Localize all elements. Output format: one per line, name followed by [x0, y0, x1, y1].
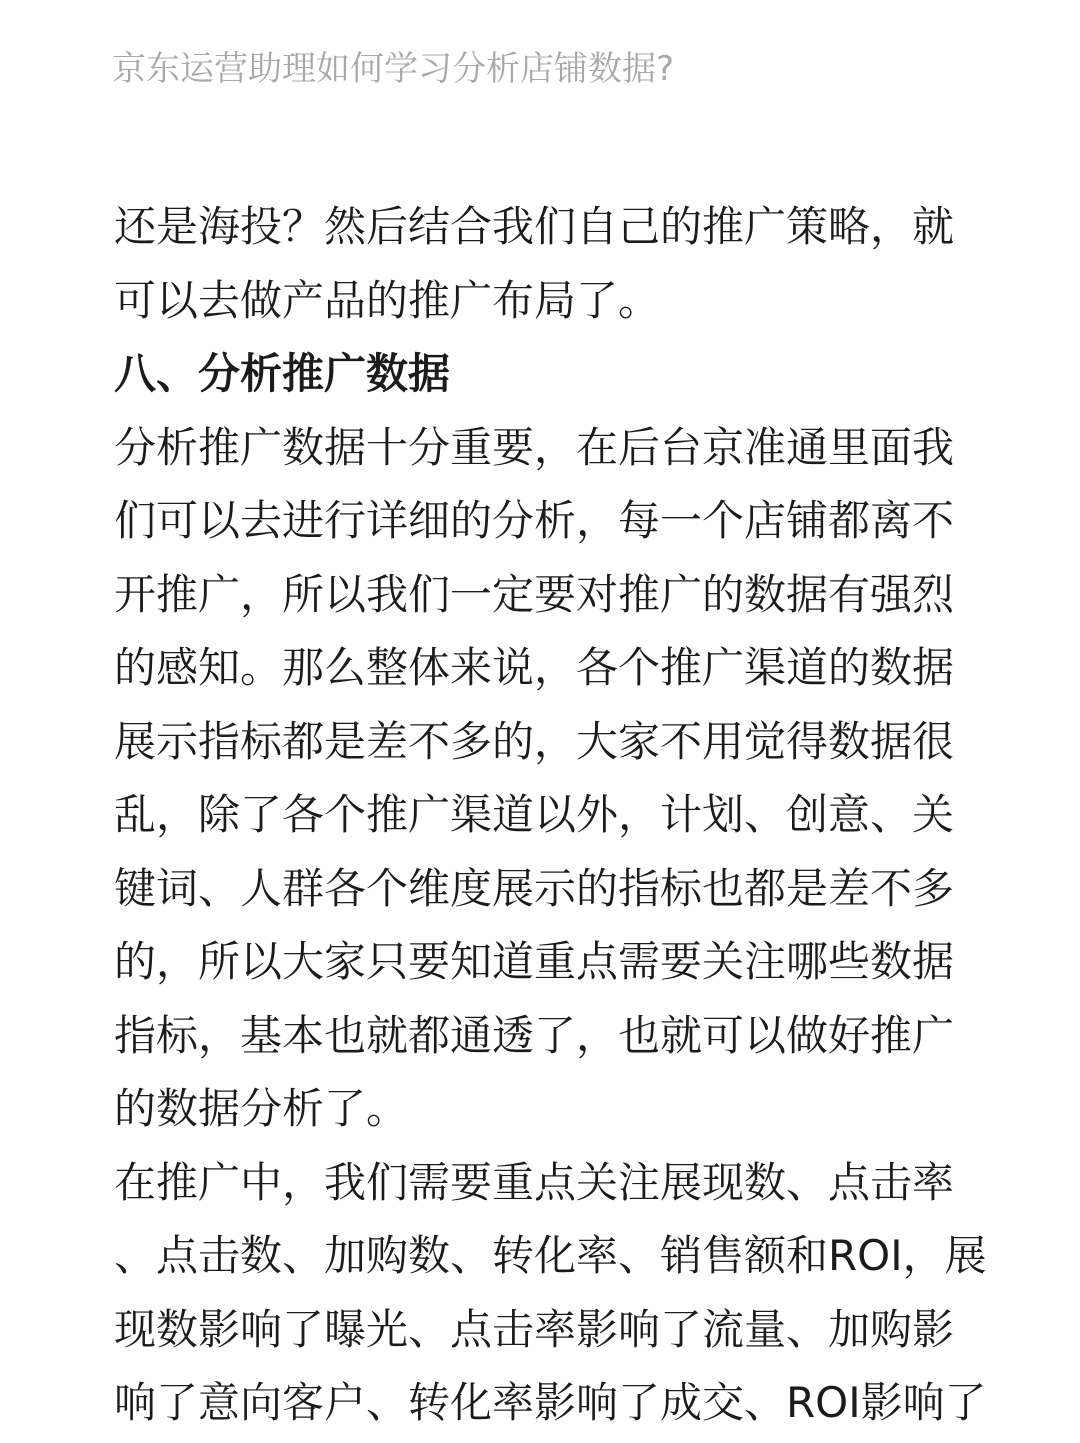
paragraph-line: 现数影响了曝光、点击率影响了流量、加购影 [114, 1304, 955, 1354]
paragraph-line: 的，所以大家只要知道重点需要关注哪些数据 [114, 937, 955, 986]
paragraph-line: 的感知。那么整体来说，各个推广渠道的数据 [114, 643, 955, 692]
paragraph-line: 键词、人群各个维度展示的指标也都是差不多 [114, 863, 955, 913]
paragraph-line: 、点击数、加购数、转化率、销售额和ROI，展 [114, 1231, 987, 1280]
page-title: 京东运营助理如何学习分析店铺数据? [112, 49, 675, 89]
paragraph-line: 指标，基本也就都通透了，也就可以做好推广 [114, 1010, 955, 1060]
paragraph-line: 乱，除了各个推广渠道以外，计划、创意、关 [114, 790, 955, 839]
intro-line: 还是海投？然后结合我们自己的推广策略，就 [114, 202, 955, 251]
paragraph-line: 分析推广数据十分重要，在后台京准通里面我 [114, 422, 955, 472]
article-body [114, 190, 994, 1440]
paragraph-line: 展示指标都是差不多的，大家不用觉得数据很 [114, 716, 955, 766]
section-heading: 八、分析推广数据 [114, 349, 451, 398]
intro-line: 可以去做产品的推广布局了。 [114, 275, 661, 325]
paragraph-line: 们可以去进行详细的分析，每一个店铺都离不 [114, 496, 955, 545]
paragraph-line: 在推广中，我们需要重点关注展现数、点击率 [114, 1157, 955, 1207]
paragraph-line: 的数据分析了。 [114, 1084, 409, 1133]
paragraph-line: 响了意向客户、转化率影响了成交、ROI影响了 [114, 1378, 987, 1427]
paragraph-line: 开推广，所以我们一定要对推广的数据有强烈 [114, 569, 955, 619]
